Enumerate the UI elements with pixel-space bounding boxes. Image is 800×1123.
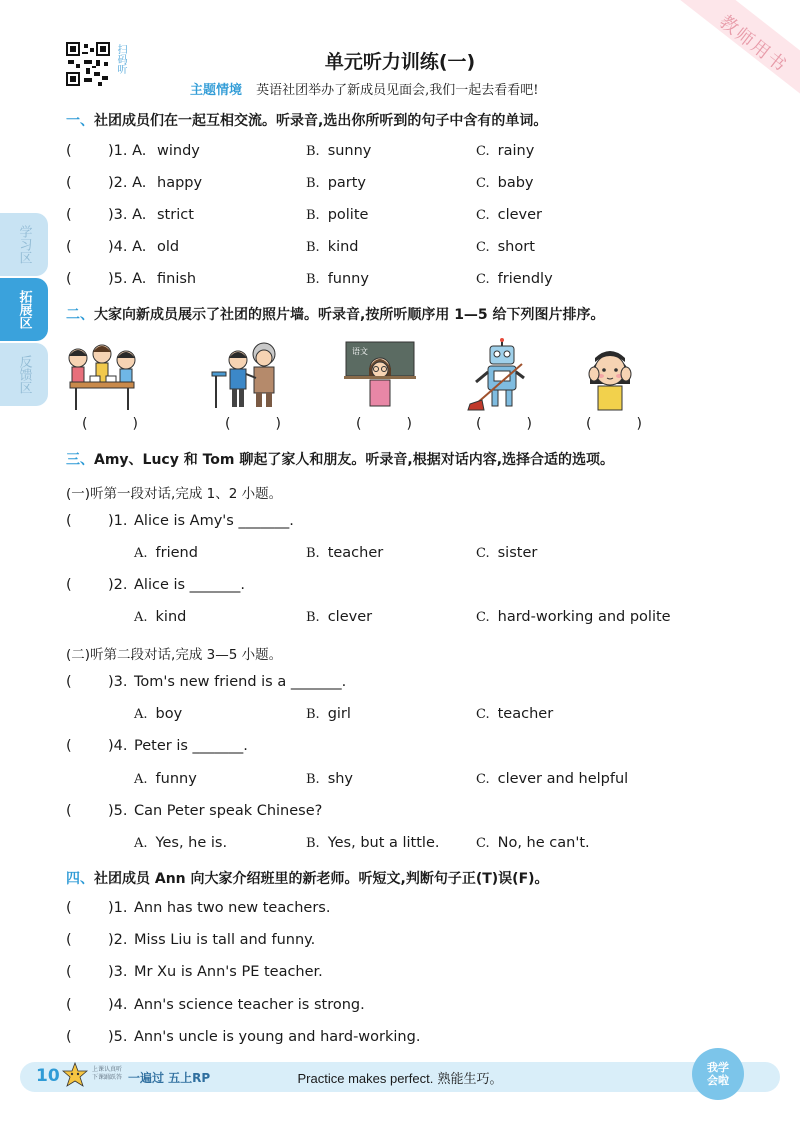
s3-q1-options: A. friend B. teacher C. sister [134, 545, 538, 561]
option-b-letter: B. [306, 240, 320, 255]
footer-motto [0, 1068, 800, 1087]
section-title: 社团成员们在一起互相交流。听录音,选出你所听到的句子中含有的单词。 [94, 113, 548, 129]
theme-text: 英语社团举办了新成员见面会,我们一起去看看吧! [256, 83, 539, 98]
section-title: 社团成员 Ann 向大家介绍班里的新老师。听短文,判断句子正(T)误(F)。 [94, 871, 549, 887]
question-number: )2. A. [108, 175, 147, 191]
footer-slogan: 上课认真听 下课踊跃答 [92, 1066, 123, 1081]
question-number: )1. [108, 900, 128, 916]
picture-1-answer[interactable]: ( ) [82, 416, 138, 432]
picture-5-answer[interactable]: ( ) [586, 416, 642, 432]
question-text: Ann's science teacher is strong. [134, 997, 365, 1013]
answer-paren[interactable]: ( [66, 900, 72, 916]
side-tabs [0, 213, 48, 408]
section-number: 四、 [66, 871, 94, 887]
motto-english: Practice makes perfect. [297, 1071, 434, 1086]
section-3-part-1: (一)听第一段对话,完成 1、2 小题。 [66, 486, 283, 502]
option-b: party [327, 175, 367, 191]
question-number: )5. [108, 1029, 128, 1045]
question-text: Miss Liu is tall and funny. [134, 932, 316, 948]
s4-question-1 [66, 900, 746, 920]
s3-q4-options: A. funny B. shy C. clever and helpful [134, 771, 629, 787]
option-c: baby [497, 175, 534, 191]
question-number: )3. [108, 964, 128, 980]
theme-row [190, 79, 539, 98]
s3-question-2 [66, 577, 746, 597]
option-c-letter: C. [476, 272, 490, 287]
option-a: kind [155, 609, 187, 625]
s1-question-5 [66, 271, 746, 291]
answer-paren[interactable]: ( [66, 271, 72, 287]
page-number: 10 [36, 1066, 60, 1086]
question-text: Alice is Amy's _______. [134, 513, 294, 529]
option-b: sunny [327, 143, 372, 159]
option-c: sister [497, 545, 538, 561]
s3-question-1 [66, 513, 746, 533]
option-b: girl [327, 706, 351, 722]
s1-question-2 [66, 175, 746, 195]
option-b-letter: B. [306, 208, 320, 223]
option-c: No, he can't. [497, 835, 590, 851]
picture-4-answer[interactable]: ( ) [476, 416, 532, 432]
answer-paren[interactable]: ( [66, 207, 72, 223]
question-text: Ann's uncle is young and hard-working. [134, 1029, 421, 1045]
s4-question-4 [66, 997, 746, 1017]
option-a: finish [157, 271, 197, 287]
question-text: Tom's new friend is a _______. [134, 674, 347, 690]
option-b: polite [327, 207, 369, 223]
answer-paren[interactable]: ( [66, 513, 72, 529]
option-c: clever and helpful [497, 771, 629, 787]
option-c-letter: C. [476, 208, 490, 223]
picture-teacher-at-board [340, 338, 420, 412]
option-b: teacher [327, 545, 384, 561]
picture-shy-girl [570, 338, 650, 412]
s4-question-5 [66, 1029, 746, 1049]
option-a: happy [157, 175, 203, 191]
motto-chinese: 熟能生巧。 [437, 1072, 503, 1087]
section-number: 三、 [66, 452, 94, 468]
s1-question-3 [66, 207, 746, 227]
option-c: teacher [497, 706, 554, 722]
question-number: )4. [108, 997, 128, 1013]
option-c: short [497, 239, 535, 255]
option-a: funny [155, 771, 197, 787]
picture-girl-helping-grandma [208, 338, 288, 412]
s1-question-4 [66, 239, 746, 259]
option-a: boy [155, 706, 183, 722]
answer-paren[interactable]: ( [66, 239, 72, 255]
s3-q3-options: A. boy B. girl C. teacher [134, 706, 554, 722]
section-number: 二、 [66, 307, 94, 323]
option-b: funny [327, 271, 369, 287]
question-text: Ann has two new teachers. [134, 900, 331, 916]
question-number: )5. A. [108, 271, 147, 287]
page-title: 单元听力训练(一) [324, 51, 476, 73]
tab-study[interactable]: 学习区 [0, 213, 48, 276]
option-a: strict [157, 207, 194, 223]
option-c-letter: C. [476, 240, 490, 255]
s3-question-4 [66, 738, 746, 758]
picture-robot-sweeping [462, 338, 542, 412]
scan-to-listen-label: 扫码听 [115, 44, 126, 74]
answer-paren[interactable]: ( [66, 803, 72, 819]
question-number: )4. A. [108, 239, 147, 255]
s3-question-5 [66, 803, 746, 823]
i-learned-it-badge[interactable]: 我学 会啦 [692, 1048, 744, 1100]
option-b: shy [327, 771, 354, 787]
option-b: kind [327, 239, 359, 255]
question-number: )5. [108, 803, 128, 819]
tab-feedback[interactable]: 反馈区 [0, 343, 48, 406]
footer-brand: 一遍过 五上RP [128, 1071, 211, 1085]
picture-2-answer[interactable]: ( ) [225, 416, 281, 432]
option-b-letter: B. [306, 176, 320, 191]
answer-paren[interactable]: ( [66, 964, 72, 980]
option-b: Yes, but a little. [327, 835, 440, 851]
question-number: )3. [108, 674, 128, 690]
option-b-letter: B. [306, 272, 320, 287]
section-1-heading [66, 110, 547, 130]
answer-paren[interactable]: ( [66, 143, 72, 159]
section-number: 一、 [66, 113, 94, 129]
answer-paren[interactable]: ( [66, 1029, 72, 1045]
question-number: )2. [108, 577, 128, 593]
question-text: Alice is _______. [134, 577, 246, 593]
answer-paren[interactable]: ( [66, 175, 72, 191]
teacher-edition-stamp: 教师用书 [715, 11, 792, 78]
option-b: clever [327, 609, 373, 625]
section-3-part-2: (二)听第二段对话,完成 3—5 小题。 [66, 647, 283, 663]
section-2-heading [66, 304, 605, 324]
question-number: )1. [108, 513, 128, 529]
section-title: 大家向新成员展示了社团的照片墙。听录音,按所听顺序用 1—5 给下列图片排序。 [94, 307, 605, 323]
s3-q2-options: A. kind B. clever C. hard-working and polite [134, 609, 671, 625]
option-c-letter: C. [476, 176, 490, 191]
section-3-heading [66, 449, 614, 469]
option-b-letter: B. [306, 144, 320, 159]
s1-question-1 [66, 143, 746, 163]
answer-paren[interactable]: ( [66, 997, 72, 1013]
option-a: friend [155, 545, 198, 561]
section-title: Amy、Lucy 和 Tom 聊起了家人和朋友。听录音,根据对话内容,选择合适的选项。 [94, 452, 615, 468]
option-c: friendly [497, 271, 553, 287]
answer-paren[interactable]: ( [66, 674, 72, 690]
option-c: clever [497, 207, 543, 223]
section-4-heading [66, 868, 549, 888]
s4-question-3 [66, 964, 746, 984]
option-c: rainy [497, 143, 535, 159]
answer-paren[interactable]: ( [66, 932, 72, 948]
option-a: Yes, he is. [155, 835, 228, 851]
s3-q5-options: A. Yes, he is. B. Yes, but a little. C. No, he can't. [134, 835, 590, 851]
answer-paren[interactable]: ( [66, 738, 72, 754]
page-footer [0, 1052, 800, 1100]
board-text: 语文 [352, 347, 368, 356]
question-number: )4. [108, 738, 128, 754]
question-text: Peter is _______. [134, 738, 248, 754]
option-a: windy [157, 143, 200, 159]
theme-label: 主题情境 [190, 83, 243, 98]
picture-kids-at-table [64, 338, 144, 412]
answer-paren[interactable]: ( [66, 577, 72, 593]
option-c: hard-working and polite [497, 609, 671, 625]
question-number: )1. A. [108, 143, 147, 159]
question-number: )3. A. [108, 207, 147, 223]
picture-3-answer[interactable]: ( ) [356, 416, 412, 432]
s4-question-2 [66, 932, 746, 952]
option-a: old [157, 239, 180, 255]
s3-question-3 [66, 674, 746, 694]
question-number: )2. [108, 932, 128, 948]
question-text: Can Peter speak Chinese? [134, 803, 323, 819]
tab-extension[interactable]: 拓展区 [0, 278, 48, 341]
option-c-letter: C. [476, 144, 490, 159]
question-text: Mr Xu is Ann's PE teacher. [134, 964, 323, 980]
